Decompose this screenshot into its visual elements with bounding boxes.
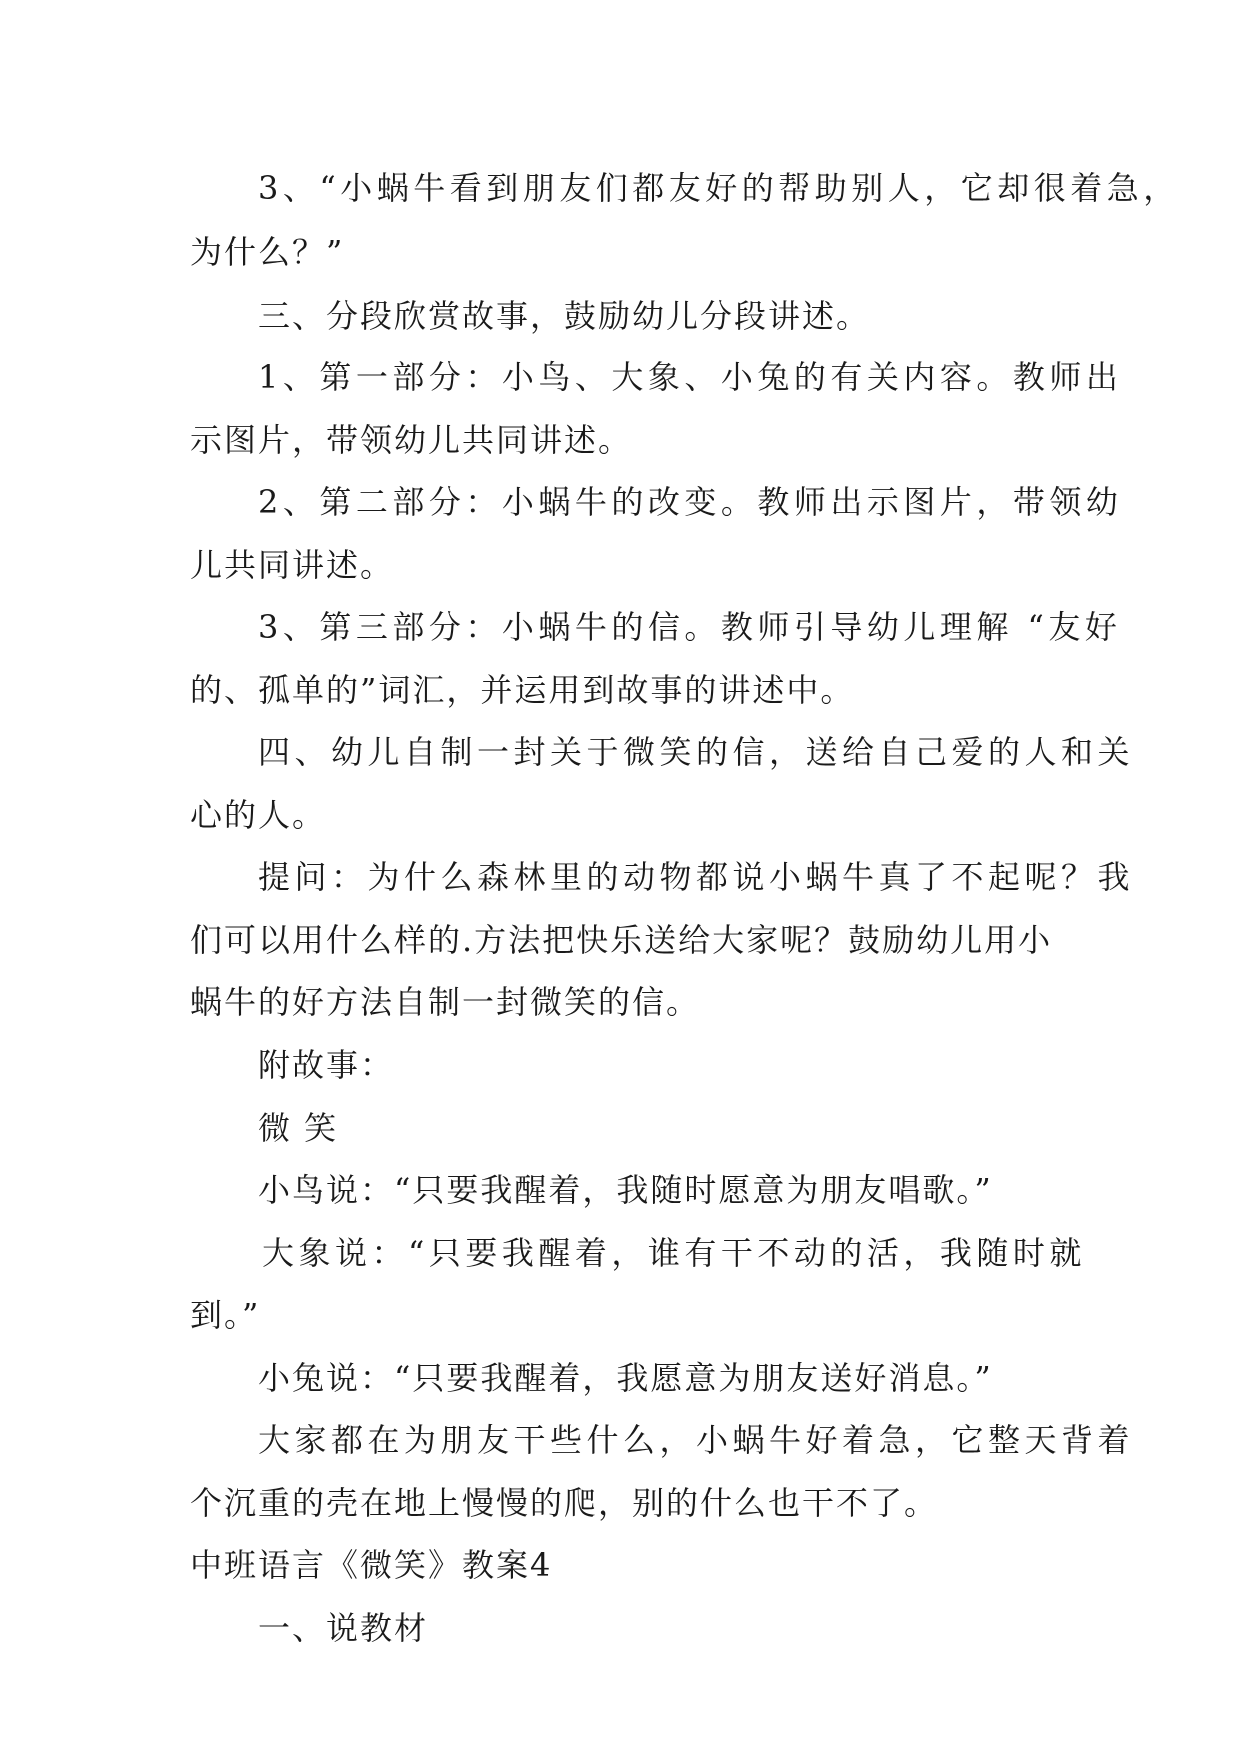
- paragraph-line: 提问：为什么森林里的动物都说小蜗牛真了不起呢？我: [258, 858, 1135, 896]
- paragraph-line: 附故事：: [258, 1046, 395, 1084]
- paragraph-line: 3、“小蜗牛看到朋友们都友好的帮助别人，它却很着急，: [258, 169, 1180, 207]
- story-title: 微 笑: [258, 1109, 339, 1147]
- section-heading: 中班语言《微笑》教案4: [190, 1546, 553, 1584]
- paragraph-line: 们可以用什么样的.方法把快乐送给大家呢？鼓励幼儿用小: [190, 921, 1053, 959]
- paragraph-line: 为什么？”: [190, 233, 345, 271]
- paragraph-line: 三、分段欣赏故事，鼓励幼儿分段讲述。: [258, 297, 871, 335]
- paragraph-line: 的、孤单的”词汇，并运用到故事的讲述中。: [190, 671, 855, 709]
- paragraph-line: 示图片，带领幼儿共同讲述。: [190, 421, 633, 459]
- paragraph-line: 3、第三部分：小蜗牛的信。教师引导幼儿理解 “友好: [258, 608, 1122, 646]
- paragraph-line: 大象说：“只要我醒着，谁有干不动的活，我随时就: [262, 1234, 1086, 1272]
- section-subheading: 一、说教材: [258, 1609, 429, 1647]
- paragraph-line: 蜗牛的好方法自制一封微笑的信。: [190, 983, 701, 1021]
- paragraph-line: 2、第二部分：小蜗牛的改变。教师出示图片，带领幼: [258, 483, 1123, 521]
- paragraph-line: 大家都在为朋友干些什么，小蜗牛好着急，它整天背着: [258, 1421, 1135, 1459]
- paragraph-line: 小鸟说：“只要我醒着，我随时愿意为朋友唱歌。”: [258, 1171, 993, 1209]
- paragraph-line: 心的人。: [190, 796, 327, 834]
- paragraph-line: 小兔说：“只要我醒着，我愿意为朋友送好消息。”: [258, 1359, 993, 1397]
- paragraph-line: 到。”: [190, 1296, 261, 1334]
- paragraph-line: 四、幼儿自制一封关于微笑的信，送给自己爱的人和关: [258, 733, 1135, 771]
- paragraph-line: 个沉重的壳在地上慢慢的爬，别的什么也干不了。: [190, 1484, 939, 1522]
- paragraph-line: 1、第一部分：小鸟、大象、小兔的有关内容。教师出: [258, 358, 1123, 396]
- paragraph-line: 儿共同讲述。: [190, 546, 395, 584]
